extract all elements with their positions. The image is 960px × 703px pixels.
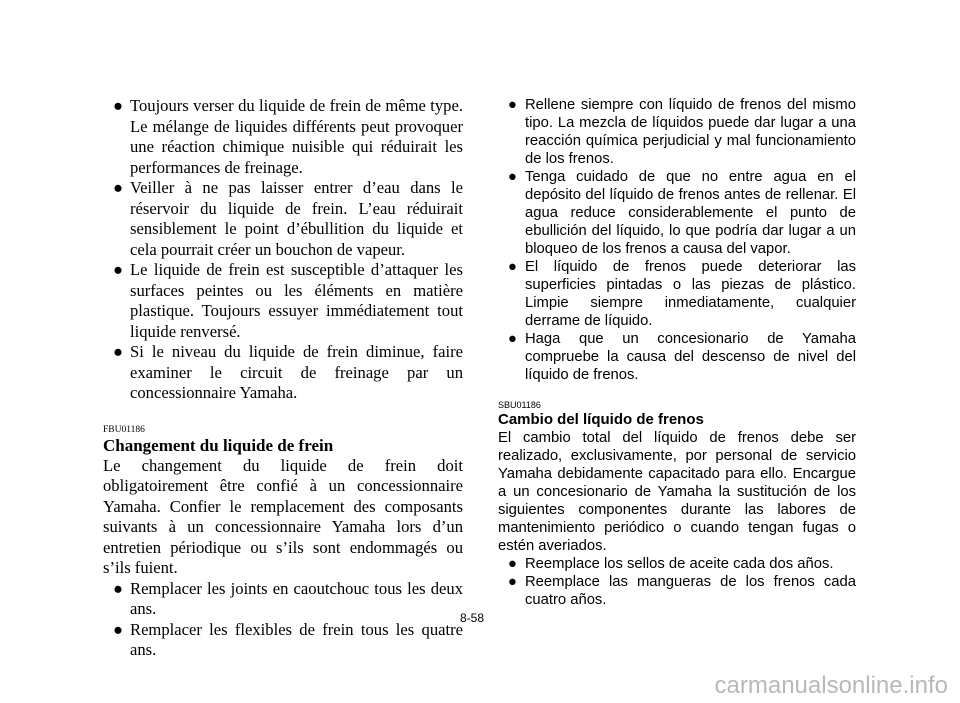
bullet-icon: ● xyxy=(508,556,517,572)
list-item: ● Toujours verser du liquide de frein de même type. Le mélange de liquides différents peut provoquer une réaction chimique nuisible qui réduirait les performances de freinage. xyxy=(113,96,463,177)
list-item: ● Haga que un concesionario de Yamaha compruebe la causa del descenso de nivel del líquido de frenos. xyxy=(508,331,856,383)
french-column xyxy=(103,96,463,661)
page-number: 8-58 xyxy=(460,611,485,625)
list-item: ● Veiller à ne pas laisser entrer d’eau dans le réservoir du liquide de frein. L’eau réduirait sensiblement le point d’ébullition du liquide et cela pourrait créer un bouchon de vapeur. xyxy=(113,178,463,259)
bullet-icon: ● xyxy=(508,574,517,590)
list-item: ● Tenga cuidado de que no entre agua en el depósito del líquido de frenos antes de rellenar. El agua reduce considerablemente el punto de ebullición del líquido, lo que podría dar lugar a un bloqueo de los frenos a causa del vapor. xyxy=(508,169,856,257)
list-item: ● Remplacer les joints en caoutchouc tous les deux ans. xyxy=(113,578,463,618)
watermark: carmanualsonline.info xyxy=(714,672,948,699)
bullet-icon: ● xyxy=(508,331,517,347)
section-code: SBU01186 xyxy=(498,400,541,410)
bullet-icon: ● xyxy=(113,619,124,639)
section-paragraph: Le changement du liquide de frein doit obligatoirement être confié à un concessionnaire Yamaha. Confier le remplacement des composants suivants à un concessionnaire Yamaha lors d’un entretien périodique ou s’ils sont endommagés ou s’ils fuient. xyxy=(103,455,463,577)
bullet-icon: ● xyxy=(113,260,124,279)
list-item: ● Rellene siempre con líquido de frenos del mismo tipo. La mezcla de líquidos puede dar lugar a una reacción química perjudicial y mal funcionamiento de los frenos. xyxy=(508,97,856,167)
list-item: ● Le liquide de frein est susceptible d’attaquer les surfaces peintes ou les éléments en matière plastique. Toujours essuyer immédiatement tout liquide renversé. xyxy=(113,260,463,341)
bullet-icon: ● xyxy=(113,178,124,197)
bullet-icon: ● xyxy=(508,97,517,113)
list-item: ● Reemplace las mangueras de los frenos cada cuatro años. xyxy=(508,574,856,608)
section-title: Changement du liquide de frein xyxy=(103,435,334,455)
section-code: FBU01186 xyxy=(103,424,145,435)
spanish-caution-list xyxy=(498,96,856,384)
french-replacement-list xyxy=(103,579,463,661)
bullet-icon: ● xyxy=(508,259,517,275)
spanish-replacement-list xyxy=(498,555,856,609)
list-item: ● Si le niveau du liquide de frein diminue, faire examiner le circuit de freinage par un concessionnaire Yamaha. xyxy=(113,342,463,402)
section-title: Cambio del líquido de frenos xyxy=(498,411,704,428)
spanish-column xyxy=(498,96,856,609)
bullet-icon: ● xyxy=(113,578,124,598)
bullet-icon: ● xyxy=(113,342,124,361)
section-paragraph: El cambio total del líquido de frenos debe ser realizado, exclusivamente, por personal de servicio Yamaha debidamente capacitado para ello. Encargue a un concesionario de Yamaha la sustitución de los siguientes componentes durante las labores de mantenimiento periódico o cuando tengan fugas o estén averiados. xyxy=(498,430,856,554)
french-caution-list xyxy=(103,96,463,404)
list-item: ● El líquido de frenos puede deteriorar las superficies pintadas o las piezas de plástico. Limpie siempre inmediatamente, cualquier derrame de líquido. xyxy=(508,259,856,329)
list-item: ● Reemplace los sellos de aceite cada dos años. xyxy=(508,556,834,572)
list-item: ● Remplacer les flexibles de frein tous les quatre ans. xyxy=(113,619,463,659)
bullet-icon: ● xyxy=(508,169,517,185)
bullet-icon: ● xyxy=(113,96,124,115)
